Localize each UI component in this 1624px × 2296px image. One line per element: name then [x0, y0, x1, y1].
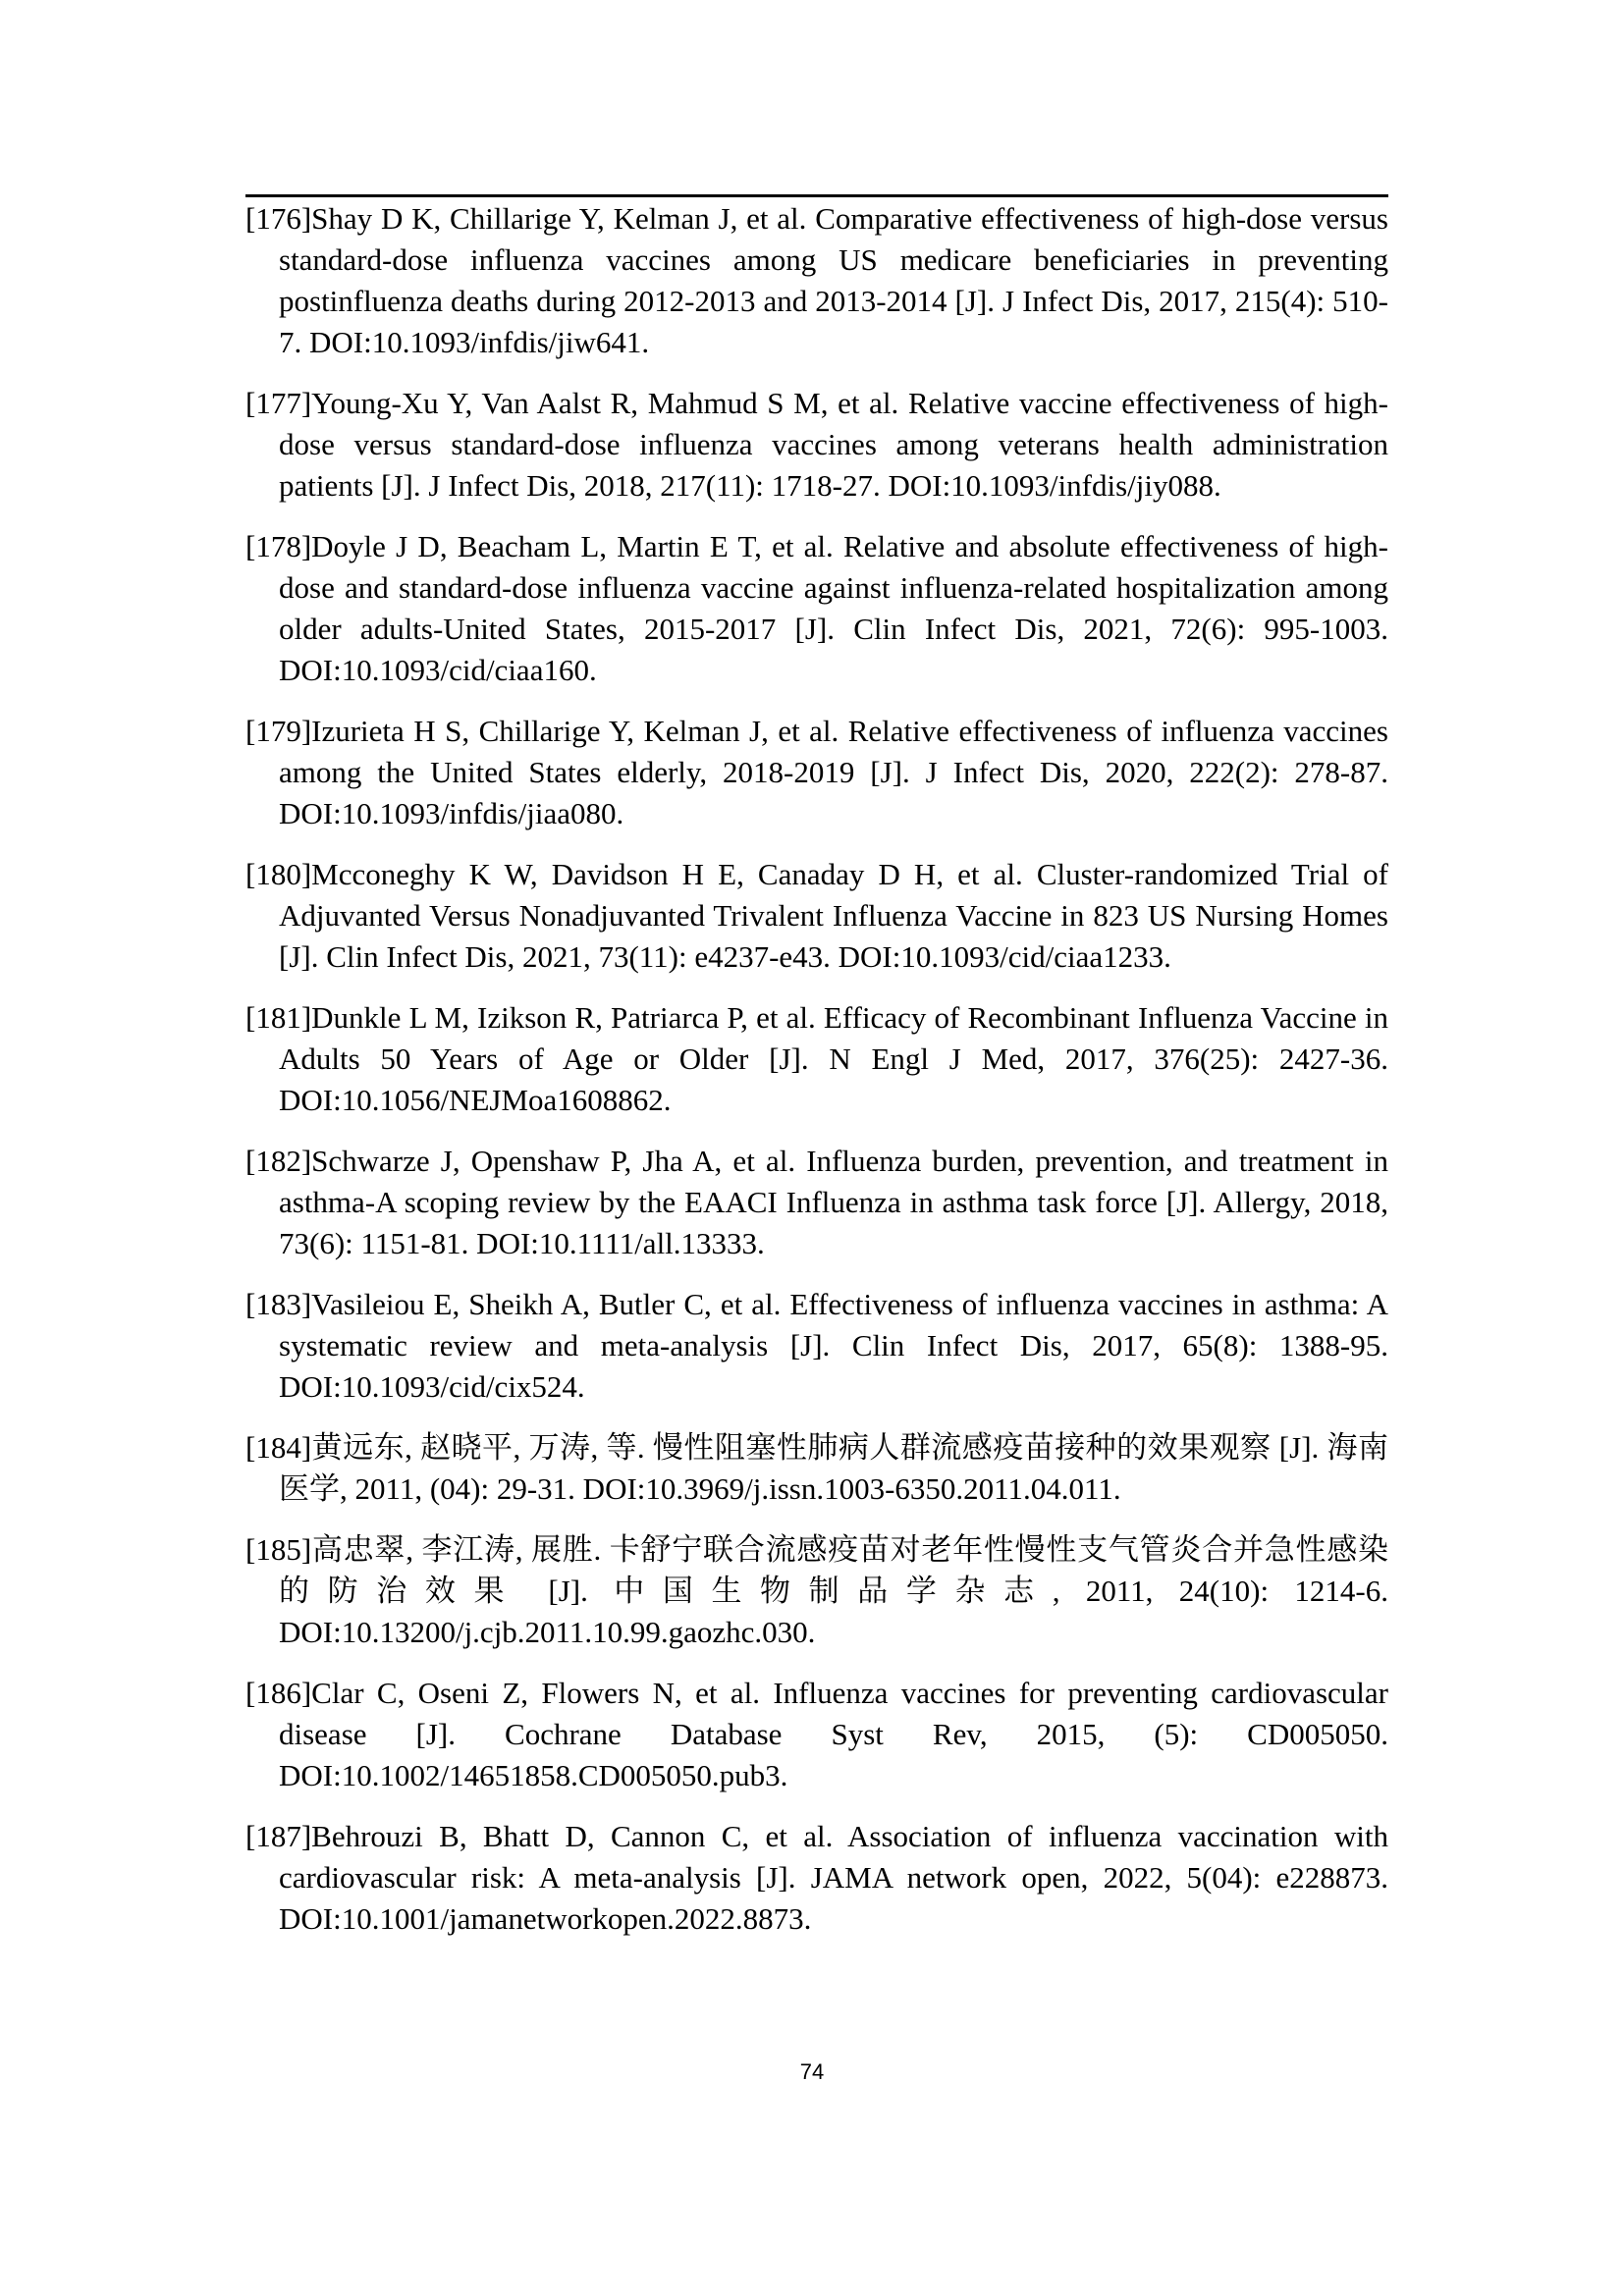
reference-text: Behrouzi B, Bhatt D, Cannon C, et al. Association of influenza vaccination with cardiovascular risk: A meta-analysis [J]. JAMA network open, 2022, 5(04): e228873. DOI:10.1001/jamanetworkopen.2022.8873. — [279, 1819, 1388, 1936]
reference-list — [245, 198, 1388, 1959]
reference-item — [245, 198, 1388, 363]
reference-number: [182] — [245, 1144, 312, 1178]
reference-text: Shay D K, Chillarige Y, Kelman J, et al. Comparative effectiveness of high-dose versus standard-dose influenza vaccines among US medicare beneficiaries in preventing postinfluenza deaths during 2012-2013 and 2013-2014 [J]. J Infect Dis, 2017, 215(4): 510-7. DOI:10.1093/infdis/jiw641. — [279, 201, 1388, 359]
reference-text: 高忠翠, 李江涛, 展胜. 卡舒宁联合流感疫苗对老年性慢性支气管炎合并急性感染的防治效果 [J]. 中国生物制品学杂志, 2011, 24(10): 1214-6. DOI:10.13200/j.cjb.2011.10.99.gaozhc.030. — [279, 1532, 1388, 1649]
reference-item — [245, 854, 1388, 978]
reference-item — [245, 1427, 1388, 1510]
reference-number: [184] — [245, 1430, 312, 1465]
reference-text: Mcconeghy K W, Davidson H E, Canaday D H, et al. Cluster-randomized Trial of Adjuvanted Versus Nonadjuvanted Trivalent Influenza Vaccine in 823 US Nursing Homes [J]. Clin Infect Dis, 2021, 73(11): e4237-e43. DOI:10.1093/cid/ciaa1233. — [279, 857, 1388, 974]
reference-text: Young-Xu Y, Van Aalst R, Mahmud S M, et al. Relative vaccine effectiveness of high-dose versus standard-dose influenza vaccines among veterans health administration patients [J]. J Infect Dis, 2018, 217(11): 1718-27. DOI:10.1093/infdis/jiy088. — [279, 386, 1388, 503]
reference-number: [178] — [245, 529, 312, 563]
reference-text: Vasileiou E, Sheikh A, Butler C, et al. Effectiveness of influenza vaccines in asthma: A systematic review and meta-analysis [J]. Clin Infect Dis, 2017, 65(8): 1388-95. DOI:10.1093/cid/cix524. — [279, 1287, 1388, 1404]
reference-number: [186] — [245, 1676, 312, 1710]
reference-number: [179] — [245, 714, 312, 748]
reference-item — [245, 383, 1388, 507]
reference-item — [245, 526, 1388, 691]
reference-item — [245, 1284, 1388, 1408]
reference-number: [185] — [245, 1532, 312, 1567]
reference-text: Dunkle L M, Izikson R, Patriarca P, et al. Efficacy of Recombinant Influenza Vaccine in Adults 50 Years of Age or Older [J]. N Engl J Med, 2017, 376(25): 2427-36. DOI:10.1056/NEJMoa1608862. — [279, 1000, 1388, 1117]
reference-number: [180] — [245, 857, 312, 891]
reference-text: 黄远东, 赵晓平, 万涛, 等. 慢性阻塞性肺病人群流感疫苗接种的效果观察 [J]. 海南医学, 2011, (04): 29-31. DOI:10.3969/j.issn.1003-6350.2011.04.011. — [279, 1430, 1388, 1506]
reference-item — [245, 1529, 1388, 1653]
reference-item — [245, 711, 1388, 834]
reference-text: Clar C, Oseni Z, Flowers N, et al. Influenza vaccines for preventing cardiovascular disease [J]. Cochrane Database Syst Rev, 2015, (5): CD005050. DOI:10.1002/14651858.CD005050.pub3. — [279, 1676, 1388, 1792]
reference-text: Doyle J D, Beacham L, Martin E T, et al. Relative and absolute effectiveness of high-dose and standard-dose influenza vaccine against influenza-related hospitalization among older adults-United States, 2015-2017 [J]. Clin Infect Dis, 2021, 72(6): 995-1003. DOI:10.1093/cid/ciaa160. — [279, 529, 1388, 687]
reference-number: [181] — [245, 1000, 312, 1035]
reference-number: [187] — [245, 1819, 312, 1853]
reference-text: Izurieta H S, Chillarige Y, Kelman J, et al. Relative effectiveness of influenza vaccines among the United States elderly, 2018-2019 [J]. J Infect Dis, 2020, 222(2): 278-87. DOI:10.1093/infdis/jiaa080. — [279, 714, 1388, 830]
reference-number: [183] — [245, 1287, 312, 1321]
reference-text: Schwarze J, Openshaw P, Jha A, et al. Influenza burden, prevention, and treatment in asthma-A scoping review by the EAACI Influenza in asthma task force [J]. Allergy, 2018, 73(6): 1151-81. DOI:10.1111/all.13333. — [279, 1144, 1388, 1260]
page-number: 74 — [799, 2059, 825, 2084]
reference-item — [245, 1141, 1388, 1264]
reference-number: [176] — [245, 201, 312, 236]
reference-item — [245, 1816, 1388, 1940]
reference-item — [245, 1673, 1388, 1796]
reference-number: [177] — [245, 386, 312, 420]
header-rule — [245, 194, 1388, 197]
reference-item — [245, 997, 1388, 1121]
